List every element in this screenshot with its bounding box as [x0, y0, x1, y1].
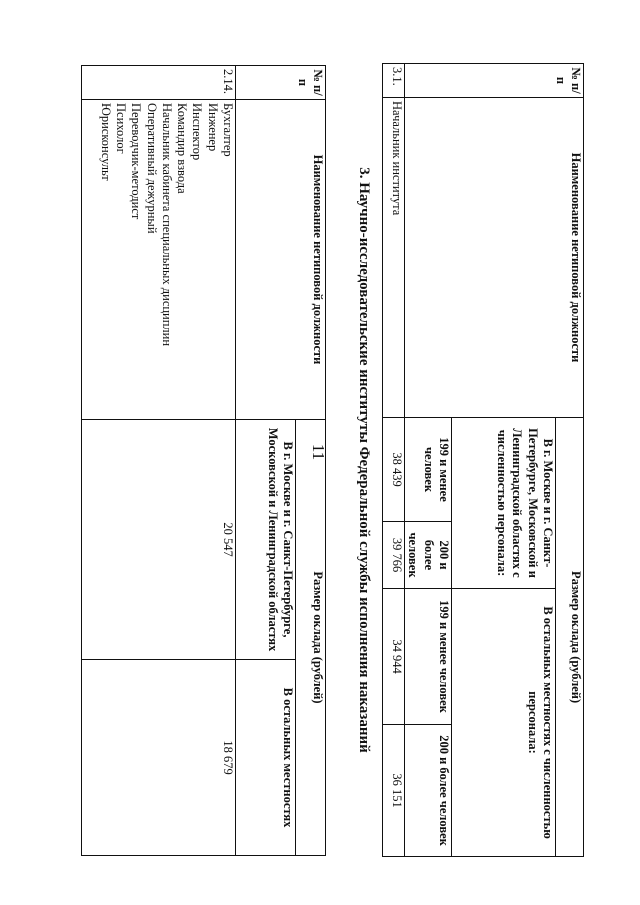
table-2-row-value: 38 439 [383, 418, 405, 522]
table-1-row-num: 2.14. [82, 66, 236, 100]
table-2-row-value: 34 944 [383, 589, 405, 725]
table-1-header-row [296, 66, 326, 856]
table-2-header-other: В остальных местностях с численностью персонала: [452, 589, 556, 857]
salary-table-2 [382, 63, 584, 857]
table-1-header-salary: Размер оклада (рублей) [296, 420, 326, 856]
page-number: 11 [309, 443, 328, 461]
table-1-header-other: В остальных местностях [236, 660, 296, 856]
table-2-row-value: 36 151 [383, 725, 405, 857]
position-item: Командир взвода [175, 103, 190, 194]
salary-table-1 [81, 65, 326, 856]
position-item: Переводчик-методист [129, 103, 144, 220]
position-item: Начальник кабинета специальных дисциплин [160, 103, 174, 347]
position-item: Инспектор [190, 103, 205, 161]
table-1-header-moscow: В г. Москве и г. Санкт-Петербурге, Московской и Ленинградской областях [236, 420, 296, 660]
section-heading: 3. Научно-исследовательские институты Федеральной службы исполнения наказаний [356, 167, 372, 753]
table-2-header-salary: Размер оклада (рублей) [556, 418, 584, 857]
table-2-header-ge200: 200 и более человек [405, 522, 452, 589]
table-1-row-other: 18 679 [82, 660, 236, 856]
position-item: Инженер [205, 103, 220, 152]
position-item: Психолог [114, 103, 129, 154]
table-1-header-position: Наименование нетиповой должности [236, 100, 326, 420]
table-2-header-moscow: В г. Москве и г. Санкт-Петербурге, Московской и Ленинградской областях с численностью персонала: [452, 418, 556, 589]
table-row [82, 66, 236, 856]
position-item: Бухгалтер [221, 103, 235, 157]
table-2-row-position: Начальник института [383, 98, 405, 418]
table-2-header-le199: 199 и менее человек [405, 418, 452, 522]
table-2-header-le199-other: 199 и менее человек [405, 589, 452, 725]
table-row [383, 64, 405, 857]
table-2-header-num: № п/п [405, 64, 584, 98]
table-2-header-position: Наименование нетиповой должности [405, 98, 584, 418]
table-2-header-row [556, 64, 584, 857]
table-2-header-ge200-other: 200 и более человек [405, 725, 452, 857]
table-1-row-moscow: 20 547 [82, 420, 236, 660]
position-item: Юрисконсульт [99, 103, 113, 181]
table-2-row-num: 3.1. [383, 64, 405, 98]
table-1-row-positions [82, 100, 236, 420]
position-item: Оперативный дежурный [144, 103, 159, 234]
table-2-row-value: 39 766 [383, 522, 405, 589]
table-1-header-num: № п/п [236, 66, 326, 100]
